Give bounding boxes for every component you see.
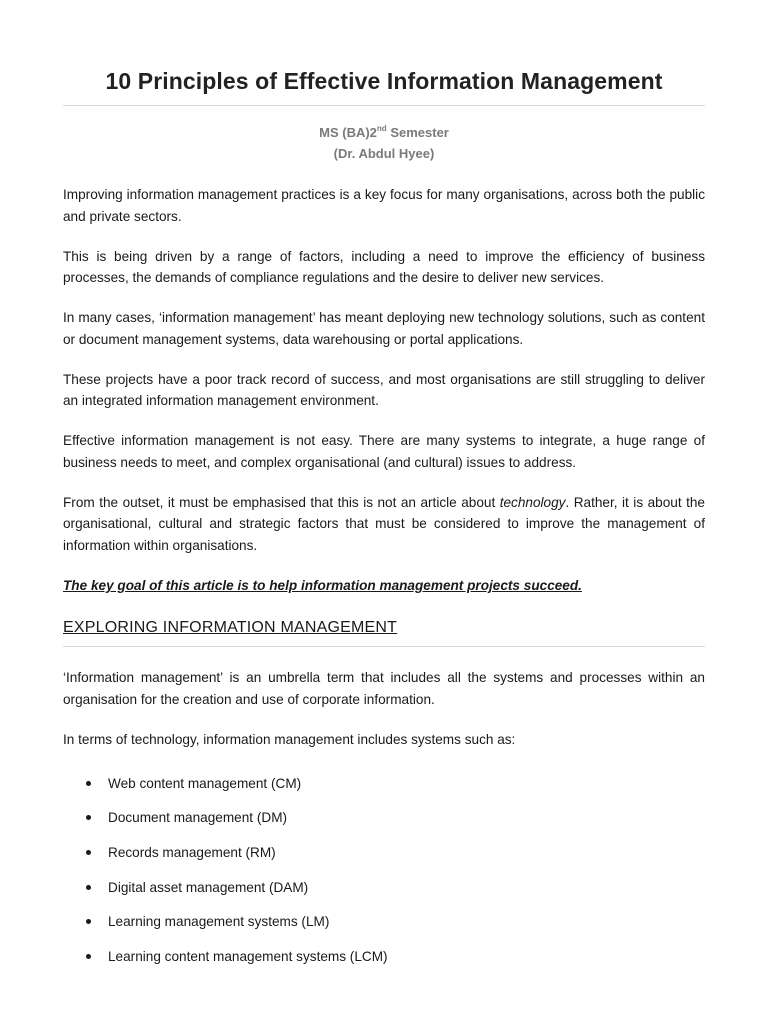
- bullet-icon: [86, 850, 91, 855]
- list-item-text: Learning content management systems (LCM): [108, 948, 388, 964]
- systems-list: [63, 766, 705, 974]
- list-item: [63, 870, 705, 905]
- key-goal-statement: The key goal of this article is to help information management projects succeed.: [63, 578, 582, 593]
- document-title: 10 Principles of Effective Information Management: [105, 68, 663, 94]
- list-item-text: Digital asset management (DAM): [108, 879, 309, 895]
- course-label: MS (BA)2: [319, 125, 377, 140]
- list-item: [63, 801, 705, 836]
- intro-paragraph-5: Effective information management is not easy. There are many systems to integrate, a huge range of business needs to meet, and complex organisational (and cultural) issues to address.: [63, 433, 705, 470]
- section-paragraph-2: In terms of technology, information management includes systems such as:: [63, 731, 516, 747]
- section-heading: EXPLORING INFORMATION MANAGEMENT: [63, 619, 398, 636]
- bullet-icon: [86, 885, 91, 890]
- section-paragraph-1: ‘Information management’ is an umbrella term that includes all the systems and processes within an organisation for the creation and use of corporate information.: [63, 670, 705, 707]
- course-line: [63, 122, 705, 143]
- intro-paragraph-outset: [63, 492, 705, 557]
- bullet-icon: [86, 815, 91, 820]
- list-item: [63, 939, 705, 974]
- list-item: [63, 904, 705, 939]
- title-divider: [63, 105, 705, 106]
- bullet-icon: [86, 919, 91, 924]
- list-item-text: Learning management systems (LM): [108, 914, 330, 930]
- intro-paragraph-1: Improving information management practices is a key focus for many organisations, across both the public and private sectors.: [63, 187, 705, 224]
- list-item: [63, 835, 705, 870]
- bullet-icon: [86, 781, 91, 786]
- section-divider: [63, 646, 705, 647]
- bullet-icon: [86, 954, 91, 959]
- instructor-line: (Dr. Abdul Hyee): [333, 146, 435, 161]
- outset-emphasis: technology: [499, 494, 566, 510]
- intro-paragraph-2: This is being driven by a range of factors, including a need to improve the efficiency of business processes, the demands of compliance regulations and the desire to deliver new services.: [63, 248, 705, 285]
- outset-text-start: From the outset, it must be emphasised that this is not an article about: [63, 494, 500, 510]
- list-item-text: Web content management (CM): [108, 775, 302, 791]
- course-superscript: nd: [376, 124, 387, 133]
- document-meta: [63, 122, 705, 164]
- intro-paragraph-3: In many cases, ‘information management’ has meant deploying new technology solutions, such as content or document management systems, data warehousing or portal applications.: [63, 310, 705, 347]
- outset-text-end: . Rather, it is about the organisational, cultural and strategic factors that must be considered to improve the management of information within organisations.: [63, 494, 705, 553]
- intro-paragraph-4: These projects have a poor track record of success, and most organisations are still struggling to deliver an integrated information management environment.: [63, 371, 705, 408]
- list-item-text: Document management (DM): [108, 810, 288, 826]
- course-suffix: Semester: [386, 125, 449, 140]
- list-item-text: Records management (RM): [108, 844, 276, 860]
- list-item: [63, 766, 705, 801]
